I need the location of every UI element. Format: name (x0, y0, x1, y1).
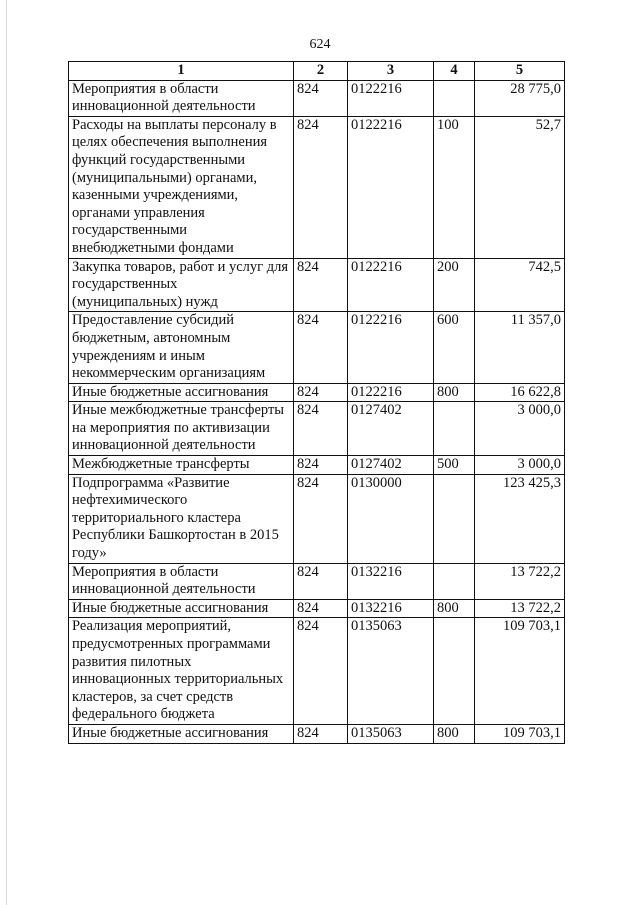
row-sum-cell: 13 722,2 (475, 599, 565, 618)
row-target-article-cell: 0135063 (348, 618, 434, 725)
row-ministry-cell: 824 (294, 80, 348, 116)
header-col-4: 4 (434, 62, 475, 81)
table-row (69, 80, 565, 116)
row-ministry-cell: 824 (294, 383, 348, 402)
row-expense-type-cell: 600 (434, 312, 475, 383)
scan-edge (6, 0, 7, 905)
row-sum-cell: 13 722,2 (475, 563, 565, 599)
row-ministry-cell: 824 (294, 402, 348, 456)
row-name-cell: Расходы на выплаты персоналу в целях обеспечения выполнения функций государственными (муниципальными) органами, казенными учреждениями, органами управления государственными внебюджетными фондами (69, 116, 294, 258)
row-sum-cell: 16 622,8 (475, 383, 565, 402)
table-row (69, 312, 565, 383)
row-name-cell: Закупка товаров, работ и услуг для государственных (муниципальных) нужд (69, 258, 294, 312)
table-row (69, 618, 565, 725)
row-name-cell: Иные бюджетные ассигнования (69, 599, 294, 618)
row-name-cell: Иные межбюджетные трансферты на мероприятия по активизации инновационной деятельности (69, 402, 294, 456)
row-expense-type-cell: 800 (434, 599, 475, 618)
row-target-article-cell: 0122216 (348, 116, 434, 258)
table-row (69, 258, 565, 312)
row-expense-type-cell (434, 618, 475, 725)
budget-table (68, 61, 565, 744)
row-name-cell: Подпрограмма «Развитие нефтехимического территориального кластера Республики Башкортостан в 2015 году» (69, 474, 294, 563)
row-sum-cell: 3 000,0 (475, 402, 565, 456)
row-name-cell: Мероприятия в области инновационной деятельности (69, 563, 294, 599)
row-name-cell: Реализация мероприятий, предусмотренных программами развития пилотных инновационных территориальных кластеров, за счет средств федерального бюджета (69, 618, 294, 725)
header-col-5: 5 (475, 62, 565, 81)
row-target-article-cell: 0127402 (348, 402, 434, 456)
table-row (69, 474, 565, 563)
row-sum-cell: 3 000,0 (475, 456, 565, 475)
row-ministry-cell: 824 (294, 724, 348, 743)
table-header-row (69, 62, 565, 81)
row-target-article-cell: 0135063 (348, 724, 434, 743)
row-sum-cell: 742,5 (475, 258, 565, 312)
row-name-cell: Иные бюджетные ассигнования (69, 724, 294, 743)
row-name-cell: Мероприятия в области инновационной деятельности (69, 80, 294, 116)
row-target-article-cell: 0122216 (348, 258, 434, 312)
table-row (69, 402, 565, 456)
header-col-1: 1 (69, 62, 294, 81)
row-ministry-cell: 824 (294, 474, 348, 563)
row-target-article-cell: 0132216 (348, 599, 434, 618)
row-expense-type-cell (434, 474, 475, 563)
row-expense-type-cell: 800 (434, 724, 475, 743)
row-ministry-cell: 824 (294, 312, 348, 383)
table-row (69, 383, 565, 402)
row-target-article-cell: 0130000 (348, 474, 434, 563)
row-ministry-cell: 824 (294, 456, 348, 475)
row-ministry-cell: 824 (294, 258, 348, 312)
row-expense-type-cell (434, 402, 475, 456)
row-target-article-cell: 0122216 (348, 80, 434, 116)
table-row (69, 599, 565, 618)
row-name-cell: Иные бюджетные ассигнования (69, 383, 294, 402)
row-expense-type-cell: 100 (434, 116, 475, 258)
table-row (69, 456, 565, 475)
header-col-2: 2 (294, 62, 348, 81)
row-ministry-cell: 824 (294, 563, 348, 599)
table-row (69, 116, 565, 258)
row-sum-cell: 123 425,3 (475, 474, 565, 563)
row-ministry-cell: 824 (294, 599, 348, 618)
row-expense-type-cell: 500 (434, 456, 475, 475)
row-sum-cell: 109 703,1 (475, 724, 565, 743)
row-target-article-cell: 0127402 (348, 456, 434, 475)
row-sum-cell: 109 703,1 (475, 618, 565, 725)
table-row (69, 724, 565, 743)
row-name-cell: Предоставление субсидий бюджетным, автономным учреждениям и иным некоммерческим организациям (69, 312, 294, 383)
row-expense-type-cell: 200 (434, 258, 475, 312)
page-number: 624 (309, 37, 331, 52)
row-ministry-cell: 824 (294, 116, 348, 258)
header-col-3: 3 (348, 62, 434, 81)
row-sum-cell: 52,7 (475, 116, 565, 258)
row-target-article-cell: 0122216 (348, 312, 434, 383)
row-expense-type-cell (434, 563, 475, 599)
row-target-article-cell: 0122216 (348, 383, 434, 402)
row-target-article-cell: 0132216 (348, 563, 434, 599)
row-sum-cell: 28 775,0 (475, 80, 565, 116)
table-body (69, 80, 565, 743)
table-row (69, 563, 565, 599)
row-ministry-cell: 824 (294, 618, 348, 725)
row-name-cell: Межбюджетные трансферты (69, 456, 294, 475)
row-expense-type-cell: 800 (434, 383, 475, 402)
row-expense-type-cell (434, 80, 475, 116)
row-sum-cell: 11 357,0 (475, 312, 565, 383)
